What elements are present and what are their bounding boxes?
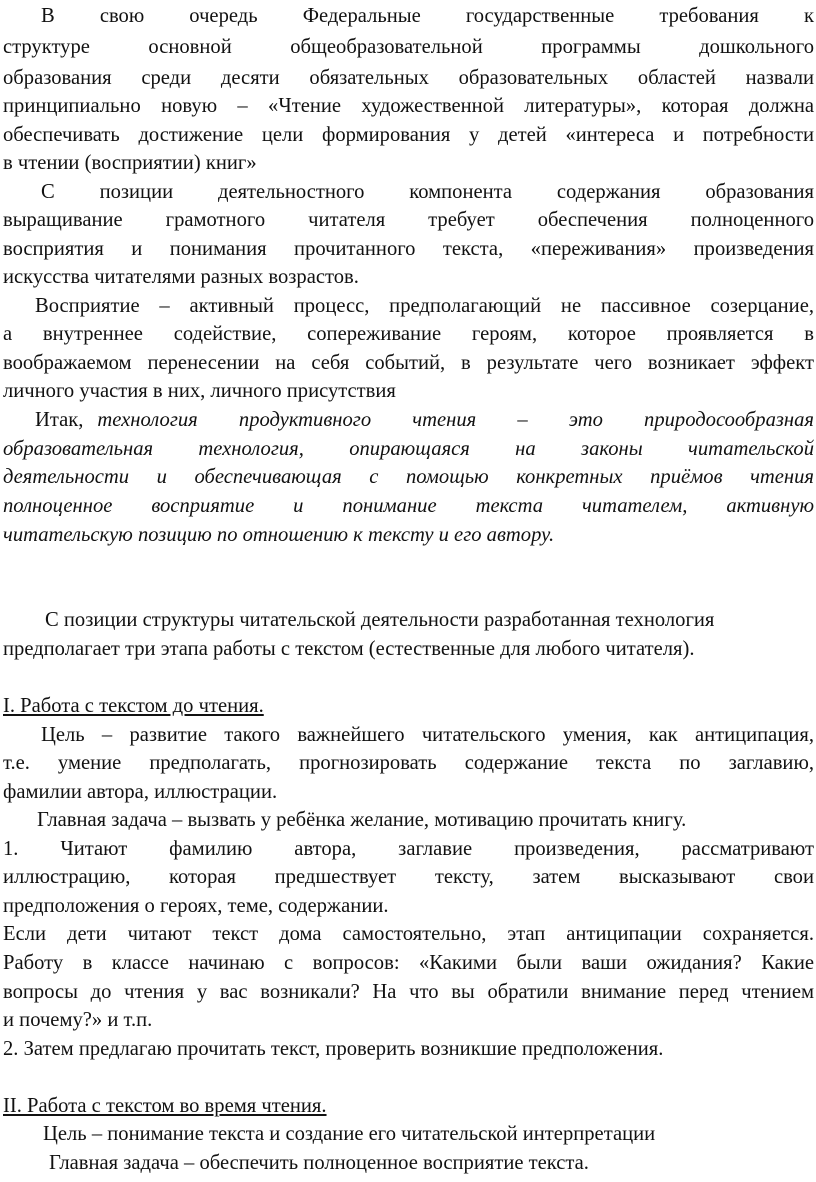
section-heading: II. Работа с текстом во время чтения. bbox=[3, 1095, 327, 1117]
definition-line bbox=[3, 406, 814, 435]
paragraph-line: выращивание грамотного читателя требует обеспечения полноценного bbox=[3, 209, 814, 231]
definition-line: образовательная технология, опирающаяся на законы читательской bbox=[3, 438, 814, 460]
list-item: иллюстрацию, которая предшествует тексту, затем высказывают свои bbox=[3, 866, 814, 888]
paragraph-line: и почему?» и т.п. bbox=[3, 1009, 153, 1031]
definition-line: читательскую позицию по отношению к тексту и его автору. bbox=[3, 524, 555, 546]
paragraph-line: С позиции деятельностного компонента содержания образования bbox=[41, 181, 814, 203]
definition-line: деятельности и обеспечивающая с помощью конкретных приёмов чтения bbox=[3, 466, 814, 488]
paragraph-line: а внутреннее содействие, сопереживание героям, которое проявляется в bbox=[3, 323, 814, 345]
list-item: предположения о героях, теме, содержании. bbox=[3, 895, 389, 917]
section-heading: I. Работа с текстом до чтения. bbox=[3, 695, 264, 717]
paragraph-line: искусства читателями разных возрастов. bbox=[3, 266, 359, 288]
paragraph-line: восприятия и понимания прочитанного текста, «переживания» произведения bbox=[3, 238, 814, 260]
paragraph-line: Главная задача – обеспечить полноценное восприятие текста. bbox=[49, 1152, 589, 1174]
paragraph-line: вопросы до чтения у вас возникали? На что вы обратили внимание перед чтением bbox=[3, 981, 814, 1003]
paragraph-line: т.е. умение предполагать, прогнозировать содержание текста по заглавию, bbox=[3, 752, 814, 774]
paragraph-line: образования среди десяти обязательных образовательных областей назвали bbox=[3, 67, 814, 89]
paragraph-line: В свою очередь Федеральные государственные требования к bbox=[41, 5, 814, 27]
paragraph-line: С позиции структуры читательской деятельности разработанная технология bbox=[45, 609, 715, 631]
paragraph-line: Если дети читают текст дома самостоятельно, этап антиципации сохраняется. bbox=[3, 923, 814, 945]
paragraph-line: принципиально новую – «Чтение художественной литературы», которая должна bbox=[3, 95, 814, 117]
list-item: 1. Читают фамилию автора, заглавие произведения, рассматривают bbox=[3, 838, 814, 860]
paragraph-line: Восприятие – активный процесс, предполагающий не пассивное созерцание, bbox=[35, 295, 814, 317]
paragraph-line: Главная задача – вызвать у ребёнка желание, мотивацию прочитать книгу. bbox=[37, 809, 687, 831]
paragraph-line: личного участия в них, личного присутствия bbox=[3, 380, 396, 402]
definition-line: полноценное восприятие и понимание текста читателем, активную bbox=[3, 495, 814, 517]
paragraph-line: обеспечивать достижение цели формирования у детей «интереса и потребности bbox=[3, 124, 814, 146]
paragraph-line: Цель – понимание текста и создание его читательской интерпретации bbox=[43, 1123, 656, 1145]
paragraph-line: Цель – развитие такого важнейшего читательского умения, как антиципация, bbox=[41, 724, 814, 746]
paragraph-line: структуре основной общеобразовательной программы дошкольного bbox=[3, 36, 814, 58]
paragraph-line: фамилии автора, иллюстрации. bbox=[3, 781, 278, 803]
paragraph-line: Работу в классе начинаю с вопросов: «Какими были ваши ожидания? Какие bbox=[3, 952, 814, 974]
definition-term: технология продуктивного чтения – это природосообразная bbox=[97, 409, 814, 431]
list-item: 2. Затем предлагаю прочитать текст, проверить возникшие предположения. bbox=[3, 1038, 664, 1060]
paragraph-line: в чтении (восприятии) книг» bbox=[3, 152, 257, 174]
definition-lead: Итак, bbox=[35, 409, 84, 431]
paragraph-line: воображаемом перенесении на себя событий, в результате чего возникает эффект bbox=[3, 352, 814, 374]
paragraph-line: предполагает три этапа работы с текстом (естественные для любого читателя). bbox=[3, 638, 695, 660]
